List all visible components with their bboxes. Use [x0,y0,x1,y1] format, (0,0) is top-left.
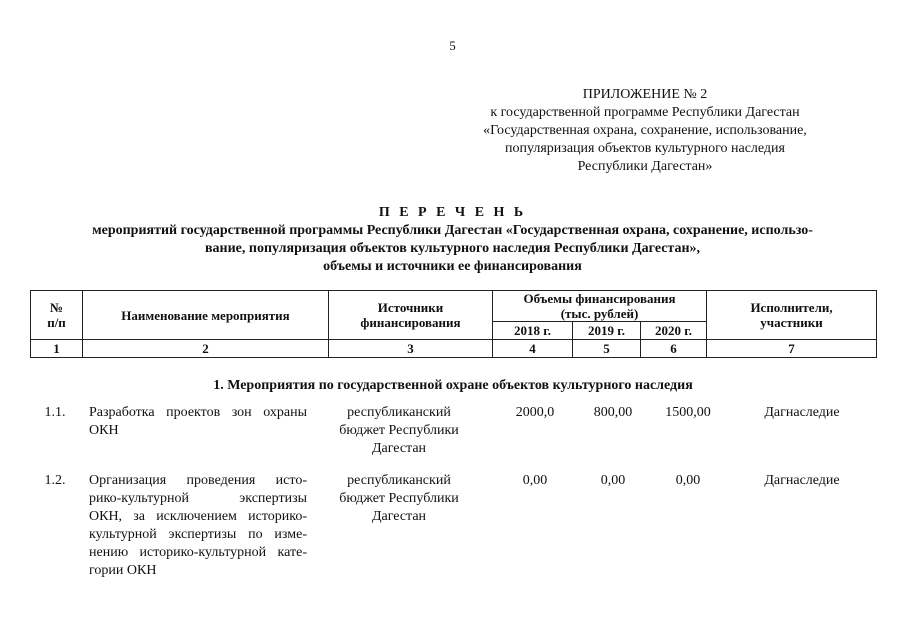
title-line: вание, популяризация объектов культурного наследия Республики Дагестан», [204,241,701,256]
row-name [89,472,307,580]
row-source-line: Дагестан [371,509,427,524]
column-number: 2 [83,340,329,358]
row-name [89,404,307,440]
row-source-line: республиканский [347,405,451,420]
row-executor: Дагнаследие [764,473,840,488]
header-num-line: № [49,300,64,315]
header-num-line: п/п [47,315,66,330]
column-number: 3 [329,340,493,358]
row-value-2018: 0,00 [522,473,548,488]
column-number: 4 [493,340,573,358]
appendix-line: популяризация объектов культурного наследия [505,141,785,156]
row-value-2019: 800,00 [593,405,633,420]
appendix-line: «Государственная охрана, сохранение, использование, [483,123,807,138]
header-volumes-line: (тыс. рублей) [560,306,639,321]
row-name-line: рико-культурной экспертизы [89,491,307,506]
row-value-2020: 1500,00 [665,405,711,420]
title-line: мероприятий государственной программы Республики Дагестан «Государственная охрана, сохранение, использо- [92,223,813,238]
row-source-line: бюджет Республики [339,423,459,438]
header-source [329,291,493,340]
section-title: 1. Мероприятия по государственной охране объектов культурного наследия [213,378,693,393]
row-name-line: гории ОКН [89,563,157,578]
header-num [31,291,83,340]
header-exec-line: Исполнители, [750,300,833,315]
header-volumes-line: Объемы финансирования [523,291,676,306]
row-name-line: ОКН, за исключением историко- [89,509,307,524]
header-year: 2020 г. [641,322,707,340]
header-volumes [493,291,707,322]
header-executors [707,291,877,340]
header-source-line: Источники [377,300,444,315]
header-name: Наименование мероприятия [83,291,329,340]
title-heading: П Е Р Е Ч Е Н Ь [378,205,527,220]
row-source-line: бюджет Республики [339,491,459,506]
row-number: 1.1. [44,405,66,420]
table-header [30,290,877,358]
row-name-line: нению историко-культурной кате- [89,545,307,560]
row-source [328,404,470,458]
row-value-2018: 2000,0 [515,405,555,420]
appendix-header [455,86,835,176]
header-year: 2018 г. [493,322,573,340]
row-name-line: Разработка проектов зон охраны [89,405,307,420]
appendix-line: к государственной программе Республики Дагестан [490,105,800,120]
appendix-line: Республики Дагестан» [577,159,713,174]
row-executor: Дагнаследие [764,405,840,420]
appendix-line: ПРИЛОЖЕНИЕ № 2 [582,87,708,102]
page-number: 5 [449,38,456,53]
row-value-2020: 0,00 [675,473,701,488]
column-number: 1 [31,340,83,358]
document-title [0,204,905,276]
row-name-line: Организация проведения исто- [89,473,307,488]
column-number: 6 [641,340,707,358]
column-number: 5 [573,340,641,358]
row-name-line: культурной экспертизы по изме- [89,527,307,542]
row-number: 1.2. [44,473,66,488]
row-source [328,472,470,526]
row-source-line: республиканский [347,473,451,488]
row-name-line: ОКН [89,423,119,438]
header-year: 2019 г. [573,322,641,340]
title-line: объемы и источники ее финансирования [323,259,582,274]
header-source-line: финансирования [360,315,461,330]
row-source-line: Дагестан [371,441,427,456]
column-number: 7 [707,340,877,358]
row-value-2019: 0,00 [600,473,626,488]
header-exec-line: участники [760,315,823,330]
